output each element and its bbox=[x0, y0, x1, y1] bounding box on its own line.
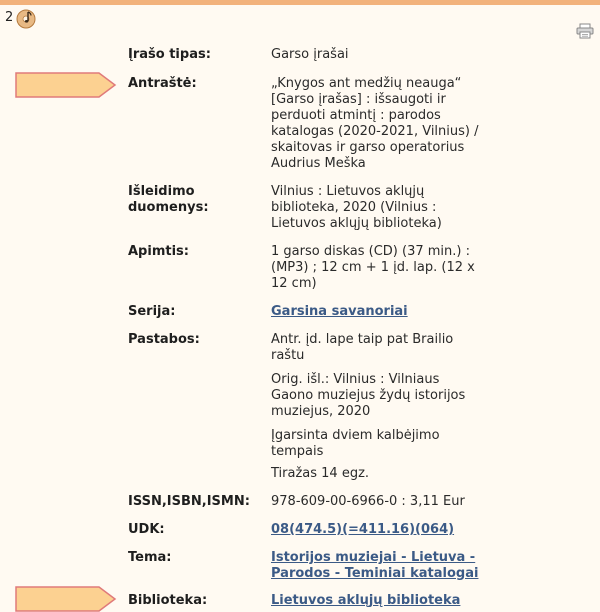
note-item bbox=[271, 372, 501, 420]
library-link[interactable]: Lietuvos aklųjų biblioteka bbox=[271, 593, 461, 608]
arrow-pointer-icon bbox=[15, 586, 117, 612]
publication-label-line: duomenys: bbox=[128, 200, 209, 215]
printer-icon[interactable] bbox=[576, 23, 594, 39]
note-item bbox=[271, 332, 501, 364]
publication-line: biblioteka, 2020 (Vilnius : bbox=[271, 200, 437, 215]
series-link[interactable]: Garsina savanoriai bbox=[271, 304, 408, 319]
arrow-pointer-icon bbox=[15, 72, 117, 98]
field-label-subject: Tema: bbox=[128, 550, 172, 565]
note-line: Antr. įd. lape taip pat Brailio bbox=[271, 332, 454, 347]
title-line: „Knygos ant medžių neauga“ bbox=[271, 76, 462, 91]
note-item bbox=[271, 466, 501, 482]
field-value-record-type: Garso įrašai bbox=[271, 47, 349, 62]
field-label-udk: UDK: bbox=[128, 522, 165, 537]
field-value-isbn: 978-609-00-6966-0 : 3,11 Eur bbox=[271, 494, 465, 509]
title-line: perduoti atmintį : parodos bbox=[271, 108, 441, 123]
publication-line: Lietuvos aklųjų biblioteka) bbox=[271, 216, 442, 231]
field-label-series: Serija: bbox=[128, 304, 176, 319]
subject-link[interactable] bbox=[271, 550, 501, 582]
extent-line: 1 garso diskas (CD) (37 min.) : bbox=[271, 244, 470, 259]
top-accent-bar bbox=[0, 0, 600, 5]
field-label-isbn: ISSN,ISBN,ISMN: bbox=[128, 494, 250, 509]
note-line: Orig. išl.: Vilnius : Vilniaus bbox=[271, 372, 440, 387]
note-line: Įgarsinta dviem kalbėjimo bbox=[271, 428, 440, 443]
extent-line: 12 cm) bbox=[271, 276, 317, 291]
title-line: katalogas (2020-2021, Vilnius) / bbox=[271, 124, 479, 139]
note-line: tempais bbox=[271, 444, 324, 459]
udk-link[interactable]: 08(474.5)(=411.16)(064) bbox=[271, 522, 455, 537]
cd-audio-icon bbox=[16, 9, 36, 29]
subject-line: Parodos - Teminiai katalogai bbox=[271, 566, 479, 581]
field-label-record-type: Įrašo tipas: bbox=[128, 47, 211, 62]
field-value-publication bbox=[271, 184, 501, 232]
note-item bbox=[271, 428, 501, 460]
field-label-title: Antraštė: bbox=[128, 76, 197, 91]
note-line: muziejus, 2020 bbox=[271, 404, 371, 419]
title-line: [Garso įrašas] : išsaugoti ir bbox=[271, 92, 446, 107]
field-label-notes: Pastabos: bbox=[128, 332, 200, 347]
extent-line: (MP3) ; 12 cm + 1 įd. lap. (12 x bbox=[271, 260, 475, 275]
field-label-library: Biblioteka: bbox=[128, 593, 208, 608]
field-label-extent: Apimtis: bbox=[128, 244, 189, 259]
note-line: raštu bbox=[271, 348, 305, 363]
field-value-title bbox=[271, 76, 501, 172]
record-number: 2 bbox=[5, 10, 14, 25]
title-line: Audrius Meška bbox=[271, 156, 366, 171]
field-value-extent bbox=[271, 244, 501, 292]
publication-line: Vilnius : Lietuvos aklųjų bbox=[271, 184, 425, 199]
note-line: Tiražas 14 egz. bbox=[271, 466, 370, 481]
publication-label-line: Išleidimo bbox=[128, 184, 195, 199]
field-label-publication bbox=[128, 184, 266, 216]
subject-line: Istorijos muziejai - Lietuva - bbox=[271, 550, 476, 565]
note-line: Gaono muziejus žydų istorijos bbox=[271, 388, 466, 403]
title-line: skaitovas ir garso operatorius bbox=[271, 140, 465, 155]
